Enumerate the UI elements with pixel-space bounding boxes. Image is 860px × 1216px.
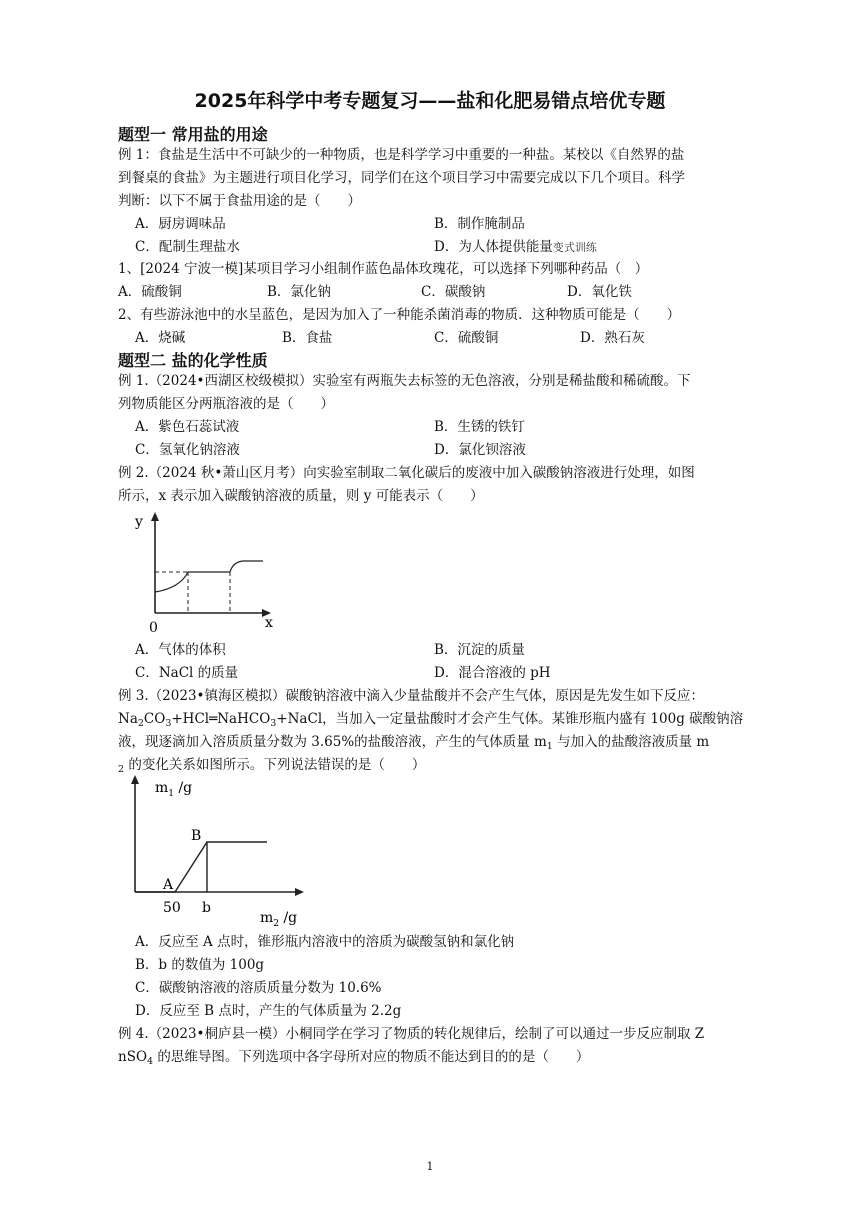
question-1-option-b: B．氯化钠: [267, 284, 331, 300]
page-title: 2025年科学中考专题复习——盐和化肥易错点培优专题: [194, 90, 666, 112]
example-1-option-a: A．厨房调味品: [135, 216, 226, 232]
question-2-text: 2、有些游泳池中的水呈蓝色，是因为加入了一种能杀菌消毒的物质．这种物质可能是（ ）: [118, 307, 681, 323]
x-axis-label: $m_2$ /g: [260, 910, 298, 929]
example-1-option-c: C．配制生理盐水: [135, 239, 240, 255]
tick-50-label: 50: [163, 900, 181, 916]
s2-example-4-line-2: nSO$_4$ 的思维导图。下列选项中各字母所对应的物质不能达到目的的是（ ）: [118, 1049, 590, 1067]
s2-example-2-option-a: A．气体的体积: [135, 642, 226, 658]
y-axis-label: $m_1$ /g: [155, 780, 193, 799]
s2-example-2-option-c: C．NaCl 的质量: [135, 665, 239, 681]
x-axis-arrow: [295, 888, 304, 896]
example-3-graph: [125, 770, 325, 930]
example-1-line-1: 例 1：食盐是生活中不可缺少的一种物质，也是科学学习中重要的一种盐。某校以《自然界的盐: [118, 147, 685, 163]
s2-example-1-option-d: D．氯化钡溶液: [434, 442, 526, 458]
s2-example-3-equation-line: $Na_2CO_3+HCl═NaHCO_3+NaCl$，当加入一定量盐酸时才会产生气体。某锥形瓶内盛有 100g 碳酸钠溶: [118, 711, 744, 729]
s2-example-3-option-d: D．反应至 B 点时，产生的气体质量为 2.2g: [135, 1003, 402, 1019]
example-1-line-2: 到餐桌的食盐》为主题进行项目化学习，同学们在这个项目学习中需要完成以下几个项目。科学: [118, 170, 685, 186]
s2-example-4-line-1: 例 4.（2023•桐庐县一模）小桐同学在学习了物质的转化规律后，绘制了可以通过一步反应制取 Z: [118, 1026, 705, 1042]
s2-example-3-line-3: 液，现逐滴加入溶质质量分数为 3.65%的盐酸溶液，产生的气体质量 $m_1$ 与加入的盐酸溶液质量 m: [118, 734, 710, 752]
graph-curve: [155, 561, 263, 592]
s2-example-3-option-b: B．b 的数值为 100g: [135, 957, 265, 973]
point-a-label: A: [163, 877, 174, 893]
question-2-option-a: A．烧碱: [135, 330, 186, 346]
y-axis-arrow: [151, 512, 159, 521]
s2-example-2-option-d: D．混合溶液的 pH: [434, 665, 551, 681]
question-1-option-a: A．硫酸铜: [118, 284, 182, 300]
question-2-option-c: C．硫酸铜: [434, 330, 499, 346]
s2-example-1-option-c: C．氢氧化钠溶液: [135, 442, 240, 458]
s2-example-3-option-a: A．反应至 A 点时，锥形瓶内溶液中的溶质为碳酸氢钠和氯化钠: [135, 934, 515, 950]
s2-example-2-line-2: 所示，x 表示加入碳酸钠溶液的质量，则 y 可能表示（ ）: [118, 488, 484, 504]
s2-example-2-option-b: B．沉淀的质量: [434, 642, 525, 658]
question-1-option-c: C．碳酸钠: [421, 284, 486, 300]
s2-example-1-option-b: B．生锈的铁钉: [434, 419, 525, 435]
page-number: 1: [426, 1160, 434, 1173]
s2-example-1-line-1: 例 1.（2024•西湖区校级模拟）实验室有两瓶失去标签的无色溶液，分别是稀盐酸和稀硫酸。下: [118, 373, 691, 389]
tick-b-label: b: [202, 900, 211, 916]
example-1-option-b: B．制作腌制品: [434, 216, 525, 232]
s2-example-3-line-4: $_2$ 的变化关系如图所示。下列说法错误的是（ ）: [118, 757, 426, 775]
question-1-option-d: D．氧化铁: [567, 284, 632, 300]
section-heading-2: 题型二 盐的化学性质: [118, 351, 268, 370]
y-axis-label: y: [135, 514, 143, 530]
example-2-graph: [125, 508, 295, 638]
section-heading-1: 题型一 常用盐的用途: [118, 125, 268, 144]
s2-example-3-option-c: C．碳酸钠溶液的溶质质量分数为 10.6%: [135, 980, 382, 996]
x-axis-label: x: [265, 615, 273, 631]
y-axis-arrow: [131, 775, 139, 784]
graph-line: [135, 842, 267, 892]
example-1-line-3: 判断：以下不属于食盐用途的是（ ）: [118, 193, 361, 209]
origin-label: 0: [149, 620, 158, 636]
watermark-text: 变式训练: [552, 241, 597, 254]
example-1-option-d: D．为人体提供能量变式训练: [434, 239, 597, 255]
s2-example-1-option-a: A．紫色石蕊试液: [135, 419, 240, 435]
s2-example-3-line-1: 例 3.（2023•镇海区模拟）碳酸钠溶液中滴入少量盐酸并不会产生气体，原因是先发生如下反应：: [118, 688, 704, 704]
question-2-option-b: B．食盐: [282, 330, 333, 346]
question-2-option-d: D．熟石灰: [580, 330, 645, 346]
s2-example-2-line-1: 例 2.（2024 秋•萧山区月考）向实验室制取二氧化碳后的废液中加入碳酸钠溶液进行处理，如图: [118, 465, 695, 481]
question-1-text: 1、[2024 宁波一模]某项目学习小组制作蓝色晶体玫瑰花，可以选择下列哪种药品（ ）: [118, 261, 649, 277]
point-b-label: B: [191, 828, 202, 844]
s2-example-1-line-2: 列物质能区分两瓶溶液的是（ ）: [118, 396, 334, 412]
